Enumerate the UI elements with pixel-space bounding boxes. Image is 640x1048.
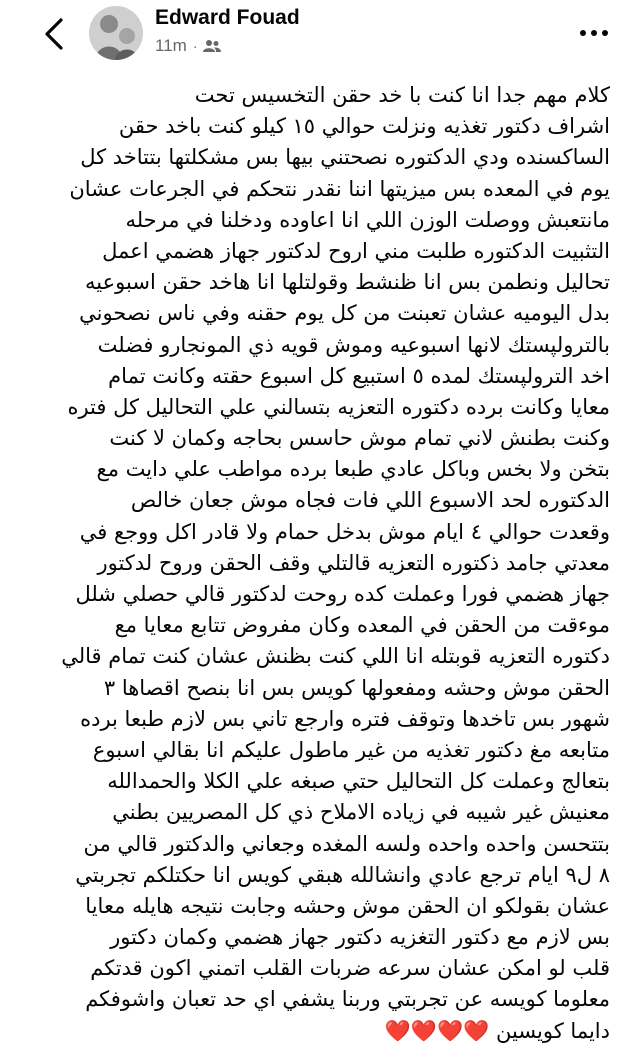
post-line: عشان بقولكو ان الحقن موش وحشه وجابت نتيجه هايله معايا [85,893,610,918]
post-line: بتتحسن واحده واحده ولسه المغده وجعاني والدكتور قالي من [83,831,610,856]
post-line: اخد الترولپستك لمده ٥ استبيع كل اسبوع حقته وكانت تمام [108,363,610,388]
post-line: تحاليل ونطمن بس انا ظنشط وقولتلها انا هاخد حقن اسبوعيه [85,270,610,295]
chevron-left-icon [43,17,65,51]
post-line: معايا وكانت برده دكتوره التعزيه بتسالني علي التحاليل كل فتره [67,394,610,419]
post-line: الدكتوره لحد الاسبوع اللي فات فجاه موش جعان خالص [130,488,610,513]
post-line: بتعالج وعملت كل التحاليل حتي صبغه علي الكلا والحمدالله [107,769,610,794]
more-dot [602,30,608,36]
post-line: معلوما كويسه عن تجربتي وربنا يشفي اي حد تعبان واشوفكم [85,987,610,1012]
post-line: الساكسنده ودي الدكتوره نصحتني بيها بس مشكلتها بتتاخد كل [80,145,610,170]
post-meta [155,36,221,56]
post-line-last [30,1016,610,1047]
post-line: يوم في المعده بس ميزيتها اننا نقدر نتحكم في الجرعات عشان [69,176,610,201]
more-horizontal-icon [580,30,586,36]
post-line-text: دايما كويسين [496,1018,610,1043]
more-dot [591,30,597,36]
heart-emojis: ❤️❤️❤️❤️ [384,1018,490,1043]
post-line: شهور بس تاخدها وتوقف فتره وارجع تاني بس لازم طبعا برده [80,706,610,731]
post-line: مانتعبش ووصلت الوزن اللي انا اعاوده ودخلنا في مرحله [125,207,610,232]
post-line: الحقن موش وحشه ومفعولها كويس بس انا بنصح اقصاها ٣ [103,675,610,700]
post-header [0,0,640,68]
post-line: ٨ ل٩ ايام ترجع عادي وانشالله هبقي كويس انا حكتلكم تجربتي [75,862,610,887]
post-line: وقعدت حوالي ٤ ايام موش بدخل حمام ولا قادر اكل ووجع في [79,519,610,544]
back-button[interactable] [34,14,74,54]
post-line: اشراف دكتور تغذيه ونزلت حوالي ١٥ كيلو كنت باخد حقن [118,114,610,139]
post-line: معدتي جامد ذكتوره التعزيه قالتلي وقف الحقن وروح لدكتور [97,550,610,575]
post-line: موءقت من الحقن في المعده وكان مفروض تتابع معايا مع [114,613,610,638]
post-line: بدل اليوميه عشان تعبنت من كل يوم حقنه وفي ناس نصحوني [79,301,610,326]
post-line: وكنت بطنش لاني تمام موش حاسس بحاجه وكمان لا كنت [109,426,610,451]
post-line: التثبيت الدكتوره طلبت مني اروح لدكتور جهاز هضمي اعمل [102,238,610,263]
avatar[interactable] [89,6,143,60]
post-line: دكتوره التعزيه قوبتله انا اللي كنت بظنش عشان كنت تمام قالي [61,644,610,669]
post-line: متابعه مغ دكتور تغذيه من غير ماطول عليكم انا بقالي اسبوع [92,737,610,762]
post-line: قلب لو امكن عشان سرعه ضربات القلب اتمني اكون قدتكم [90,956,610,981]
meta-separator: · [192,38,198,54]
post-line: معنيش غير شيبه في زياده الاملاح ذي كل المصريين بطني [112,800,610,825]
more-options-button[interactable] [574,18,614,48]
avatar-photo [89,6,143,60]
post-body [30,80,610,1047]
author-name[interactable]: Edward Fouad [155,6,300,29]
post-line: كلام مهم جدا انا كنت با خد حقن التخسيس تحت [194,83,610,107]
post-time[interactable]: 11m [155,36,187,55]
post-line: جهاز هضمي فورا وعملت كده روحت لدكتور قالي حصلي شلل [75,582,610,606]
post-line: بتخن ولا بخس وباكل عادي طبعا برده مواطب علي دايت مع [96,457,610,482]
post-line: بس لازم مع دكتور التغزيه دكتور جهاز هضمي وكمان دكتور [110,925,610,950]
friends-icon [203,39,221,53]
post-line: بالترولپستك لانها اسبوعيه وموش قويه ذي المونجارو فضلت [97,332,610,357]
